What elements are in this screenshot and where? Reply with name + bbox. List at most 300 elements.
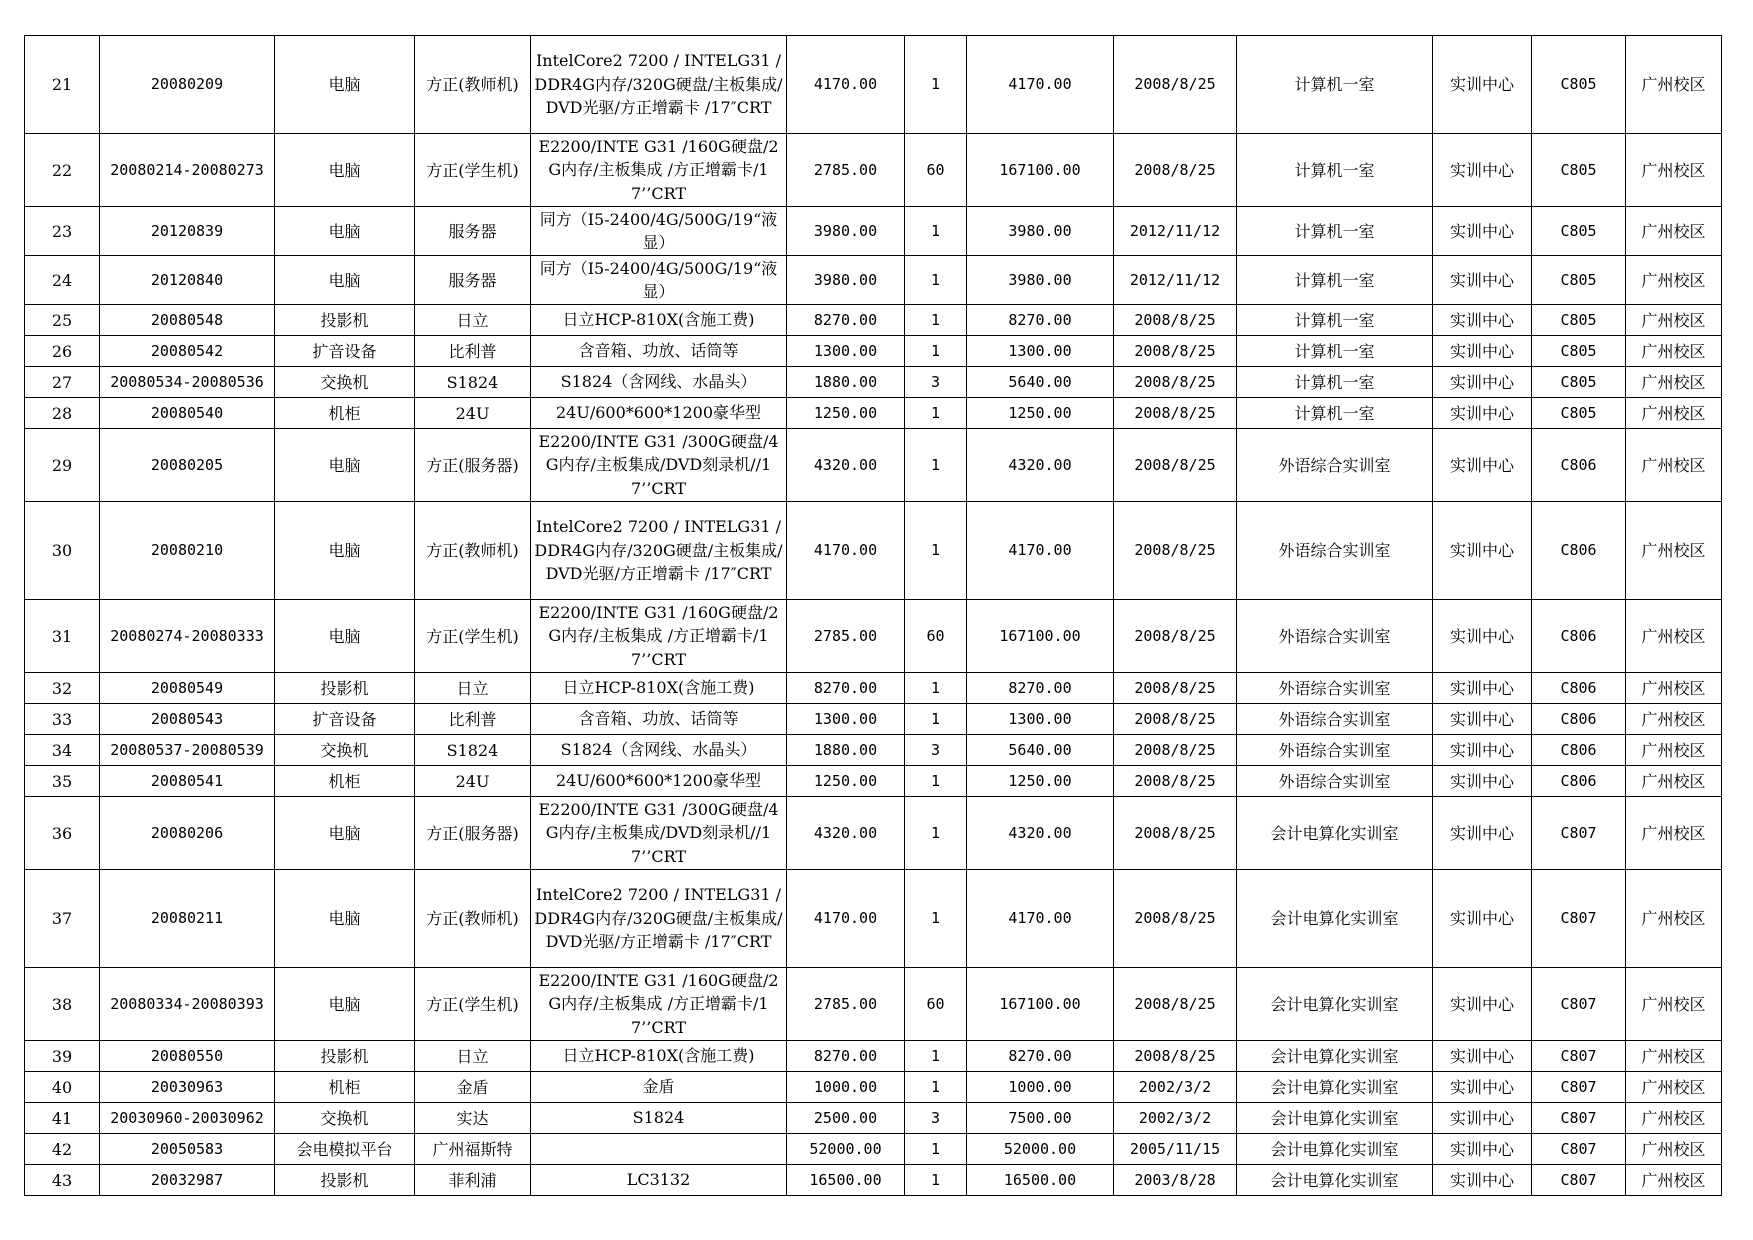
room-name-cell: 外语综合实训室 [1237,502,1433,600]
room-name-cell: 会计电算化实训室 [1237,1134,1433,1165]
row-number-cell: 40 [25,1072,100,1103]
table-row [25,797,1722,870]
row-number-cell: 21 [25,36,100,134]
campus-cell: 广州校区 [1626,1134,1722,1165]
category-cell: 扩音设备 [275,704,415,735]
quantity-cell: 3 [905,735,967,766]
quantity-cell: 60 [905,134,967,207]
brand-cell: 日立 [415,305,531,336]
department-cell: 实训中心 [1433,1103,1532,1134]
purchase-date-cell: 2008/8/25 [1114,502,1237,600]
table-row [25,398,1722,429]
department-cell: 实训中心 [1433,207,1532,256]
row-number-cell: 42 [25,1134,100,1165]
amount-cell: 52000.00 [967,1134,1114,1165]
purchase-date-cell: 2008/8/25 [1114,134,1237,207]
unit-price-cell: 8270.00 [787,305,905,336]
room-name-cell: 外语综合实训室 [1237,600,1433,673]
amount-cell: 167100.00 [967,600,1114,673]
room-number-cell: C806 [1532,704,1626,735]
brand-cell: 实达 [415,1103,531,1134]
asset-number-cell: 20030963 [100,1072,275,1103]
campus-cell: 广州校区 [1626,735,1722,766]
category-cell: 投影机 [275,1165,415,1196]
quantity-cell: 1 [905,36,967,134]
brand-cell: 方正(服务器) [415,429,531,502]
unit-price-cell: 2785.00 [787,134,905,207]
spec-cell: IntelCore2 7200 / INTELG31 /DDR4G内存/320G硬盘/主板集成/DVD光驱/方正增霸卡 /17″CRT [531,502,787,600]
unit-price-cell: 1300.00 [787,704,905,735]
brand-cell: 方正(教师机) [415,36,531,134]
brand-cell: 日立 [415,1041,531,1072]
asset-number-cell: 20120839 [100,207,275,256]
unit-price-cell: 4170.00 [787,502,905,600]
quantity-cell: 1 [905,1165,967,1196]
unit-price-cell: 2785.00 [787,968,905,1041]
row-number-cell: 28 [25,398,100,429]
table-row [25,367,1722,398]
department-cell: 实训中心 [1433,502,1532,600]
category-cell: 电脑 [275,36,415,134]
room-name-cell: 会计电算化实训室 [1237,1041,1433,1072]
row-number-cell: 41 [25,1103,100,1134]
brand-cell: 菲利浦 [415,1165,531,1196]
row-number-cell: 26 [25,336,100,367]
unit-price-cell: 1300.00 [787,336,905,367]
amount-cell: 3980.00 [967,207,1114,256]
spec-cell: E2200/INTE G31 /160G硬盘/2G内存/主板集成 /方正增霸卡/17’’CRT [531,600,787,673]
amount-cell: 1300.00 [967,336,1114,367]
row-number-cell: 37 [25,870,100,968]
room-name-cell: 会计电算化实训室 [1237,968,1433,1041]
campus-cell: 广州校区 [1626,1103,1722,1134]
room-name-cell: 会计电算化实训室 [1237,1165,1433,1196]
category-cell: 机柜 [275,766,415,797]
quantity-cell: 1 [905,256,967,305]
brand-cell: 日立 [415,673,531,704]
amount-cell: 4170.00 [967,502,1114,600]
spec-cell: 同方（I5-2400/4G/500G/19“液显） [531,256,787,305]
room-number-cell: C805 [1532,336,1626,367]
row-number-cell: 34 [25,735,100,766]
spec-cell: 含音箱、功放、话筒等 [531,336,787,367]
asset-number-cell: 20080210 [100,502,275,600]
asset-number-cell: 20080274-20080333 [100,600,275,673]
table-row [25,1103,1722,1134]
asset-number-cell: 20032987 [100,1165,275,1196]
department-cell: 实训中心 [1433,673,1532,704]
purchase-date-cell: 2008/8/25 [1114,36,1237,134]
category-cell: 电脑 [275,502,415,600]
brand-cell: S1824 [415,367,531,398]
room-number-cell: C805 [1532,367,1626,398]
spec-cell: S1824 [531,1103,787,1134]
brand-cell: 服务器 [415,207,531,256]
row-number-cell: 25 [25,305,100,336]
unit-price-cell: 8270.00 [787,1041,905,1072]
table-row [25,429,1722,502]
purchase-date-cell: 2008/8/25 [1114,673,1237,704]
room-name-cell: 外语综合实训室 [1237,704,1433,735]
table-row [25,735,1722,766]
quantity-cell: 1 [905,1041,967,1072]
campus-cell: 广州校区 [1626,766,1722,797]
room-name-cell: 计算机一室 [1237,256,1433,305]
room-number-cell: C807 [1532,968,1626,1041]
department-cell: 实训中心 [1433,305,1532,336]
row-number-cell: 30 [25,502,100,600]
amount-cell: 5640.00 [967,735,1114,766]
quantity-cell: 1 [905,1072,967,1103]
quantity-cell: 3 [905,367,967,398]
purchase-date-cell: 2002/3/2 [1114,1072,1237,1103]
room-number-cell: C806 [1532,673,1626,704]
brand-cell: 24U [415,398,531,429]
brand-cell: 金盾 [415,1072,531,1103]
row-number-cell: 33 [25,704,100,735]
department-cell: 实训中心 [1433,36,1532,134]
department-cell: 实训中心 [1433,968,1532,1041]
amount-cell: 8270.00 [967,1041,1114,1072]
department-cell: 实训中心 [1433,1165,1532,1196]
purchase-date-cell: 2008/8/25 [1114,968,1237,1041]
purchase-date-cell: 2008/8/25 [1114,766,1237,797]
asset-number-cell: 20030960-20030962 [100,1103,275,1134]
unit-price-cell: 1880.00 [787,735,905,766]
asset-number-cell: 20080206 [100,797,275,870]
amount-cell: 1250.00 [967,766,1114,797]
room-name-cell: 计算机一室 [1237,207,1433,256]
row-number-cell: 27 [25,367,100,398]
table-row [25,1165,1722,1196]
table-row [25,766,1722,797]
category-cell: 电脑 [275,968,415,1041]
amount-cell: 8270.00 [967,673,1114,704]
room-name-cell: 计算机一室 [1237,398,1433,429]
spec-cell: 同方（I5-2400/4G/500G/19“液显） [531,207,787,256]
spec-cell: IntelCore2 7200 / INTELG31 /DDR4G内存/320G硬盘/主板集成/DVD光驱/方正增霸卡 /17″CRT [531,36,787,134]
room-number-cell: C807 [1532,870,1626,968]
asset-number-cell: 20080211 [100,870,275,968]
department-cell: 实训中心 [1433,1072,1532,1103]
spec-cell: LC3132 [531,1165,787,1196]
room-name-cell: 计算机一室 [1237,367,1433,398]
table-row [25,502,1722,600]
amount-cell: 4170.00 [967,36,1114,134]
purchase-date-cell: 2003/8/28 [1114,1165,1237,1196]
brand-cell: S1824 [415,735,531,766]
room-number-cell: C807 [1532,1134,1626,1165]
spec-cell: 日立HCP-810X(含施工费) [531,1041,787,1072]
unit-price-cell: 1880.00 [787,367,905,398]
campus-cell: 广州校区 [1626,134,1722,207]
campus-cell: 广州校区 [1626,36,1722,134]
row-number-cell: 39 [25,1041,100,1072]
department-cell: 实训中心 [1433,766,1532,797]
category-cell: 投影机 [275,673,415,704]
department-cell: 实训中心 [1433,600,1532,673]
unit-price-cell: 3980.00 [787,256,905,305]
unit-price-cell: 1000.00 [787,1072,905,1103]
room-name-cell: 会计电算化实训室 [1237,1072,1433,1103]
table-row [25,704,1722,735]
room-name-cell: 外语综合实训室 [1237,735,1433,766]
campus-cell: 广州校区 [1626,968,1722,1041]
room-name-cell: 计算机一室 [1237,36,1433,134]
row-number-cell: 31 [25,600,100,673]
unit-price-cell: 16500.00 [787,1165,905,1196]
campus-cell: 广州校区 [1626,398,1722,429]
purchase-date-cell: 2012/11/12 [1114,256,1237,305]
campus-cell: 广州校区 [1626,600,1722,673]
room-number-cell: C806 [1532,600,1626,673]
amount-cell: 3980.00 [967,256,1114,305]
table-row [25,1072,1722,1103]
brand-cell: 比利普 [415,336,531,367]
row-number-cell: 38 [25,968,100,1041]
campus-cell: 广州校区 [1626,704,1722,735]
asset-number-cell: 20120840 [100,256,275,305]
campus-cell: 广州校区 [1626,305,1722,336]
unit-price-cell: 4320.00 [787,429,905,502]
purchase-date-cell: 2008/8/25 [1114,429,1237,502]
room-name-cell: 外语综合实训室 [1237,673,1433,704]
amount-cell: 167100.00 [967,968,1114,1041]
room-number-cell: C807 [1532,1103,1626,1134]
quantity-cell: 1 [905,502,967,600]
department-cell: 实训中心 [1433,1041,1532,1072]
category-cell: 交换机 [275,367,415,398]
asset-number-cell: 20080540 [100,398,275,429]
asset-number-cell: 20080214-20080273 [100,134,275,207]
room-number-cell: C807 [1532,1165,1626,1196]
department-cell: 实训中心 [1433,398,1532,429]
spec-cell: IntelCore2 7200 / INTELG31 /DDR4G内存/320G硬盘/主板集成/DVD光驱/方正增霸卡 /17″CRT [531,870,787,968]
asset-number-cell: 20080334-20080393 [100,968,275,1041]
spec-cell: 金盾 [531,1072,787,1103]
department-cell: 实训中心 [1433,134,1532,207]
amount-cell: 4320.00 [967,429,1114,502]
table-row [25,256,1722,305]
row-number-cell: 32 [25,673,100,704]
quantity-cell: 60 [905,600,967,673]
room-number-cell: C805 [1532,207,1626,256]
spec-cell: 日立HCP-810X(含施工费) [531,673,787,704]
spec-cell: S1824（含网线、水晶头） [531,367,787,398]
room-number-cell: C807 [1532,797,1626,870]
asset-number-cell: 20080549 [100,673,275,704]
row-number-cell: 23 [25,207,100,256]
room-number-cell: C805 [1532,256,1626,305]
amount-cell: 1000.00 [967,1072,1114,1103]
spec-cell: 含音箱、功放、话筒等 [531,704,787,735]
purchase-date-cell: 2008/8/25 [1114,870,1237,968]
asset-number-cell: 20080537-20080539 [100,735,275,766]
asset-number-cell: 20080543 [100,704,275,735]
spec-cell: E2200/INTE G31 /160G硬盘/2G内存/主板集成 /方正增霸卡/17’’CRT [531,968,787,1041]
quantity-cell: 1 [905,207,967,256]
category-cell: 电脑 [275,134,415,207]
room-name-cell: 会计电算化实训室 [1237,870,1433,968]
brand-cell: 24U [415,766,531,797]
row-number-cell: 36 [25,797,100,870]
table-row [25,36,1722,134]
campus-cell: 广州校区 [1626,1072,1722,1103]
asset-number-cell: 20080534-20080536 [100,367,275,398]
purchase-date-cell: 2008/8/25 [1114,398,1237,429]
category-cell: 电脑 [275,256,415,305]
table-row [25,1134,1722,1165]
room-number-cell: C805 [1532,305,1626,336]
purchase-date-cell: 2012/11/12 [1114,207,1237,256]
quantity-cell: 1 [905,870,967,968]
category-cell: 电脑 [275,600,415,673]
room-number-cell: C805 [1532,36,1626,134]
quantity-cell: 1 [905,797,967,870]
unit-price-cell: 1250.00 [787,766,905,797]
amount-cell: 4320.00 [967,797,1114,870]
brand-cell: 方正(学生机) [415,600,531,673]
brand-cell: 广州福斯特 [415,1134,531,1165]
quantity-cell: 3 [905,1103,967,1134]
table-row [25,673,1722,704]
category-cell: 交换机 [275,735,415,766]
campus-cell: 广州校区 [1626,502,1722,600]
campus-cell: 广州校区 [1626,797,1722,870]
table-row [25,134,1722,207]
room-number-cell: C805 [1532,134,1626,207]
department-cell: 实训中心 [1433,336,1532,367]
table-row [25,870,1722,968]
room-number-cell: C807 [1532,1041,1626,1072]
unit-price-cell: 3980.00 [787,207,905,256]
spec-cell: 24U/600*600*1200豪华型 [531,398,787,429]
spec-cell: E2200/INTE G31 /300G硬盘/4G内存/主板集成/DVD刻录机//17’’CRT [531,797,787,870]
amount-cell: 167100.00 [967,134,1114,207]
amount-cell: 16500.00 [967,1165,1114,1196]
spec-cell: S1824（含网线、水晶头） [531,735,787,766]
table-row [25,207,1722,256]
category-cell: 电脑 [275,797,415,870]
purchase-date-cell: 2008/8/25 [1114,1041,1237,1072]
room-number-cell: C806 [1532,735,1626,766]
spec-cell: E2200/INTE G31 /300G硬盘/4G内存/主板集成/DVD刻录机//17’’CRT [531,429,787,502]
category-cell: 机柜 [275,1072,415,1103]
unit-price-cell: 8270.00 [787,673,905,704]
equipment-table [24,35,1722,1196]
unit-price-cell: 1250.00 [787,398,905,429]
unit-price-cell: 4170.00 [787,36,905,134]
unit-price-cell: 4170.00 [787,870,905,968]
brand-cell: 方正(服务器) [415,797,531,870]
campus-cell: 广州校区 [1626,336,1722,367]
category-cell: 会电模拟平台 [275,1134,415,1165]
department-cell: 实训中心 [1433,429,1532,502]
asset-number-cell: 20080541 [100,766,275,797]
quantity-cell: 1 [905,673,967,704]
amount-cell: 4170.00 [967,870,1114,968]
amount-cell: 1250.00 [967,398,1114,429]
quantity-cell: 1 [905,704,967,735]
campus-cell: 广州校区 [1626,367,1722,398]
quantity-cell: 1 [905,336,967,367]
asset-number-cell: 20080550 [100,1041,275,1072]
purchase-date-cell: 2008/8/25 [1114,305,1237,336]
room-name-cell: 外语综合实训室 [1237,429,1433,502]
room-number-cell: C806 [1532,429,1626,502]
quantity-cell: 60 [905,968,967,1041]
brand-cell: 方正(教师机) [415,870,531,968]
brand-cell: 比利普 [415,704,531,735]
asset-number-cell: 20080205 [100,429,275,502]
purchase-date-cell: 2008/8/25 [1114,367,1237,398]
brand-cell: 方正(学生机) [415,968,531,1041]
row-number-cell: 29 [25,429,100,502]
purchase-date-cell: 2008/8/25 [1114,797,1237,870]
category-cell: 投影机 [275,305,415,336]
category-cell: 电脑 [275,429,415,502]
purchase-date-cell: 2008/8/25 [1114,336,1237,367]
spec-cell: 24U/600*600*1200豪华型 [531,766,787,797]
campus-cell: 广州校区 [1626,673,1722,704]
table-row [25,1041,1722,1072]
table-row [25,305,1722,336]
room-number-cell: C806 [1532,766,1626,797]
campus-cell: 广州校区 [1626,1165,1722,1196]
table-row [25,968,1722,1041]
department-cell: 实训中心 [1433,256,1532,305]
room-name-cell: 计算机一室 [1237,305,1433,336]
purchase-date-cell: 2008/8/25 [1114,704,1237,735]
row-number-cell: 35 [25,766,100,797]
room-number-cell: C805 [1532,398,1626,429]
asset-number-cell: 20080542 [100,336,275,367]
amount-cell: 8270.00 [967,305,1114,336]
department-cell: 实训中心 [1433,735,1532,766]
department-cell: 实训中心 [1433,367,1532,398]
amount-cell: 1300.00 [967,704,1114,735]
room-number-cell: C806 [1532,502,1626,600]
campus-cell: 广州校区 [1626,1041,1722,1072]
quantity-cell: 1 [905,1134,967,1165]
room-name-cell: 计算机一室 [1237,336,1433,367]
spec-cell: 日立HCP-810X(含施工费) [531,305,787,336]
department-cell: 实训中心 [1433,1134,1532,1165]
unit-price-cell: 2785.00 [787,600,905,673]
table-row [25,336,1722,367]
room-name-cell: 计算机一室 [1237,134,1433,207]
quantity-cell: 1 [905,398,967,429]
purchase-date-cell: 2008/8/25 [1114,735,1237,766]
room-name-cell: 会计电算化实训室 [1237,797,1433,870]
quantity-cell: 1 [905,305,967,336]
campus-cell: 广州校区 [1626,870,1722,968]
table-row [25,600,1722,673]
category-cell: 电脑 [275,870,415,968]
unit-price-cell: 4320.00 [787,797,905,870]
brand-cell: 方正(教师机) [415,502,531,600]
brand-cell: 服务器 [415,256,531,305]
asset-number-cell: 20050583 [100,1134,275,1165]
spec-cell: E2200/INTE G31 /160G硬盘/2G内存/主板集成 /方正增霸卡/17’’CRT [531,134,787,207]
unit-price-cell: 2500.00 [787,1103,905,1134]
quantity-cell: 1 [905,766,967,797]
category-cell: 交换机 [275,1103,415,1134]
category-cell: 电脑 [275,207,415,256]
campus-cell: 广州校区 [1626,256,1722,305]
room-number-cell: C807 [1532,1072,1626,1103]
campus-cell: 广州校区 [1626,207,1722,256]
